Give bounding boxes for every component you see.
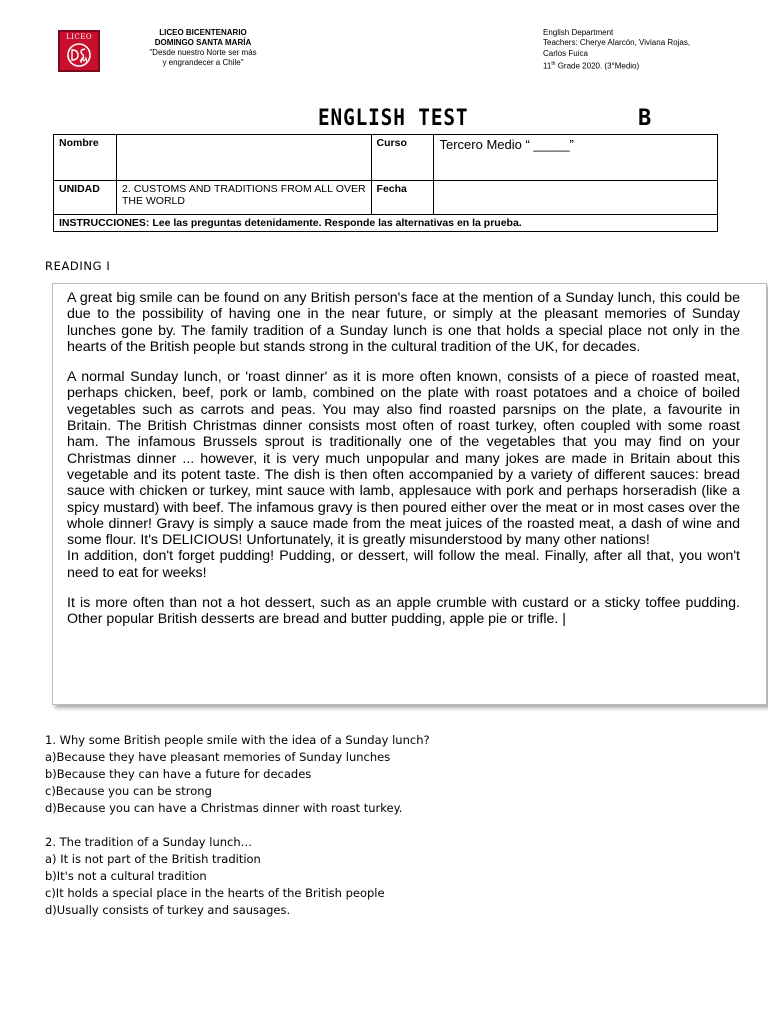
table-row bbox=[54, 215, 718, 232]
school-line-1: LICEO BICENTENARIO bbox=[159, 28, 247, 37]
answer-option[interactable]: d)Usually consists of turkey and sausages. bbox=[45, 903, 291, 917]
answer-option[interactable]: a)Because they have pleasant memories of Sunday lunches bbox=[45, 750, 391, 764]
logo-monogram-icon bbox=[66, 42, 92, 68]
course-field[interactable]: Tercero Medio “ _____” bbox=[434, 135, 718, 181]
test-title: ENGLISH TEST bbox=[318, 106, 469, 131]
table-row bbox=[54, 181, 718, 215]
reading-paragraph-3: In addition, don't forget pudding! Pudding, or dessert, will follow the meal. Finally, after all that, you won't need to eat for weeks! bbox=[67, 548, 740, 581]
instructions: INSTRUCCIONES: Lee las preguntas detenidamente. Responde las alternativas en la prueba. bbox=[54, 215, 718, 232]
unit-value: 2. CUSTOMS AND TRADITIONS FROM ALL OVER THE WORLD bbox=[116, 181, 371, 215]
department-block bbox=[543, 28, 743, 72]
name-label: Nombre bbox=[54, 135, 117, 181]
name-field[interactable] bbox=[116, 135, 371, 181]
unit-label: UNIDAD bbox=[54, 181, 117, 215]
school-motto-line-2: y engrandecer a Chile" bbox=[162, 58, 244, 67]
grade-number: 11 bbox=[543, 61, 552, 71]
test-version: B bbox=[638, 106, 652, 131]
grade-rest: Grade 2020. (3°Medio) bbox=[555, 61, 640, 71]
date-label: Fecha bbox=[371, 181, 434, 215]
school-logo bbox=[58, 30, 100, 72]
teachers-line-1: Teachers: Cherye Alarcón, Viviana Rojas, bbox=[543, 38, 691, 48]
reading-passage bbox=[52, 283, 767, 705]
question-1 bbox=[45, 732, 745, 817]
grade-suffix: th bbox=[551, 60, 556, 67]
answer-option[interactable]: c)Because you can be strong bbox=[45, 784, 212, 798]
table-row bbox=[54, 135, 718, 181]
logo-text: LICEO bbox=[65, 33, 93, 41]
questions-section bbox=[45, 732, 745, 919]
answer-option[interactable]: d)Because you can have a Christmas dinner with roast turkey. bbox=[45, 801, 403, 815]
answer-option[interactable]: b)Because they can have a future for decades bbox=[45, 767, 312, 781]
school-motto-line-1: "Desde nuestro Norte ser más bbox=[149, 48, 257, 57]
answer-option[interactable]: a) It is not part of the British tradition bbox=[45, 852, 261, 866]
student-info-table bbox=[53, 134, 718, 232]
date-field[interactable] bbox=[434, 181, 718, 215]
reading-label: READING I bbox=[45, 259, 111, 273]
school-line-2: DOMINGO SANTA MARÍA bbox=[154, 38, 252, 47]
reading-paragraph-4: It is more often than not a hot dessert, such as an apple crumble with custard or a sticky toffee pudding. Other popular British desserts are bread and butter pudding, apple pie or trifle. | bbox=[67, 595, 740, 628]
answer-option[interactable]: c)It holds a special place in the hearts of the British people bbox=[45, 886, 385, 900]
question-prompt: 1. Why some British people smile with the idea of a Sunday lunch? bbox=[45, 733, 430, 747]
reading-paragraph-2: A normal Sunday lunch, or 'roast dinner' as it is more often known, consists of a piece of roasted meat, perhaps chicken, beef, pork or lamb, combined on the plate with roast potatoes and a choice of boiled vegetables such as carrots and peas. You may also find roasted parsnips on the plate, a favourite in Britain. The British Christmas dinner consists most often of roast turkey, often coupled with some roast ham. The infamous Brussels sprout is traditionally one of the vegetables that you may find on your Christmas dinner ... however, it is very much unpopular and many jokes are made in Britain about this vegetable and its potent taste. The dish is then often accompanied by a variety of different sauces: bread sauce with chicken or turkey, mint sauce with lamb, applesauce with pork and perhaps horseradish (like a spicy mustard) with beef. The infamous gravy is then poured either over the meat or in most cases over the whole dinner! Gravy is simply a sauce made from the meat juices of the roasted meat, a dash of wine and some flour. It's DELICIOUS! Unfortunately, it is greatly misunderstood by many other nations! bbox=[67, 369, 740, 549]
question-prompt: 2. The tradition of a Sunday lunch… bbox=[45, 835, 253, 849]
answer-option[interactable]: b)It's not a cultural tradition bbox=[45, 869, 207, 883]
school-name-block bbox=[118, 28, 288, 68]
grade-line bbox=[543, 59, 743, 72]
question-2 bbox=[45, 834, 745, 919]
teachers-line-2: Carlos Fuica bbox=[543, 48, 588, 58]
department-name: English Department bbox=[543, 28, 614, 37]
course-label: Curso bbox=[371, 135, 434, 181]
reading-paragraph-1: A great big smile can be found on any British person's face at the mention of a Sunday lunch, this could be due to the possibility of having one in the near future, or simply at the pleasant memories of Sunday lunches gone by. The family tradition of a Sunday lunch is one that holds a special place not only in the hearts of the British people but stands strong in the cultural tradition of the UK, for decades. bbox=[67, 290, 740, 355]
